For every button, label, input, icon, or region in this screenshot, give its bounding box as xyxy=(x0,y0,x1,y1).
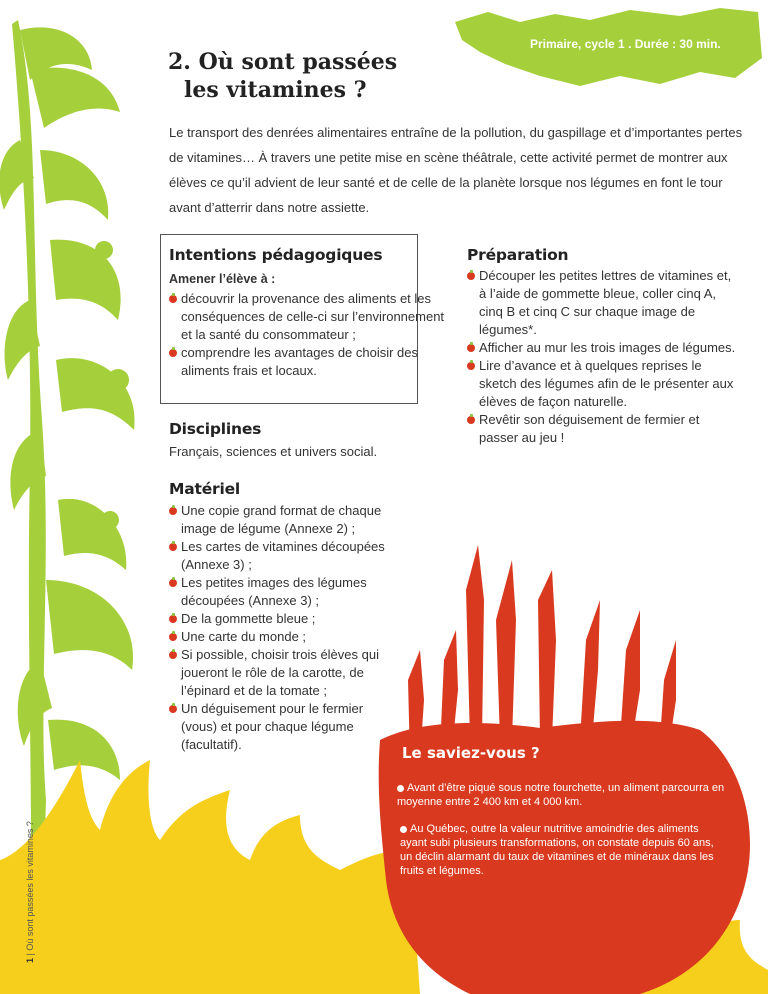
list-item: De la gommette bleue ; xyxy=(169,610,419,628)
tomato-bullet-icon xyxy=(169,615,177,623)
tomato-bullet-icon xyxy=(169,295,177,303)
tomato-bullet-icon xyxy=(169,349,177,357)
tomato-bullet-icon xyxy=(169,507,177,515)
intentions-heading: Intentions pédagogiques xyxy=(169,246,383,264)
intro-paragraph: Le transport des denrées alimentaires entraîne de la pollution, du gaspillage et d’importantes pertes de vitamines… À travers une petite mise en scène théâtrale, cette activité permet de montrer aux élèves ce qu’il advient de leur santé et de celle de la planète lorsque nos légumes en font le tour avant d’atterrir dans notre assiette. xyxy=(169,125,743,215)
page-footer: 1 | Où sont passées les vitamines ? xyxy=(25,821,35,963)
list-item: Une copie grand format de chaque image de légume (Annexe 2) ; xyxy=(169,502,419,538)
list-item: Revêtir son déguisement de fermier et passer au jeu ! xyxy=(467,411,737,447)
materiel-list xyxy=(169,502,419,754)
bullet-icon xyxy=(397,785,404,792)
list-item: comprendre les avantages de choisir des aliments frais et locaux. xyxy=(169,344,449,380)
bullet-icon xyxy=(400,826,407,833)
preparation-heading: Préparation xyxy=(467,246,569,264)
tomato-bullet-icon xyxy=(169,579,177,587)
list-item: Découper les petites lettres de vitamines et, à l’aide de gommette bleue, coller cinq A, cinq B et cinq C sur chaque image de légumes*. xyxy=(467,267,737,339)
level-duration-banner: Primaire, cycle 1 . Durée : 30 min. xyxy=(530,37,721,51)
disciplines-text: Français, sciences et univers social. xyxy=(169,444,378,459)
tomato-bullet-icon xyxy=(169,705,177,713)
red-tomato-illustration xyxy=(379,545,750,994)
running-title: Où sont passées les vitamines ? xyxy=(25,821,35,951)
page-number: 1 xyxy=(25,957,35,963)
intentions-list xyxy=(169,290,449,380)
list-item: Les cartes de vitamines découpées (Annexe 3) ; xyxy=(169,538,419,574)
did-you-know-fact: Avant d’être piqué sous notre fourchette, un aliment parcourra en moyenne entre 2 400 km et 4 000 km. xyxy=(397,782,725,808)
list-item: Lire d’avance et à quelques reprises le sketch des légumes afin de le présenter aux élèves de façon naturelle. xyxy=(467,357,737,411)
materiel-heading: Matériel xyxy=(169,480,240,498)
list-item: Les petites images des légumes découpées (Annexe 3) ; xyxy=(169,574,419,610)
did-you-know-heading: Le saviez-vous ? xyxy=(402,744,540,762)
preparation-list xyxy=(467,267,737,447)
list-item: Une carte du monde ; xyxy=(169,628,419,646)
did-you-know-fact: Au Québec, outre la valeur nutritive amoindrie des aliments ayant subi plusieurs transformations, on constate depuis 60 ans, un déclin alarmant du taux de vitamines et de minéraux dans les fruits et légumes. xyxy=(400,823,714,877)
tomato-bullet-icon xyxy=(467,362,475,370)
tomato-bullet-icon xyxy=(169,651,177,659)
list-item: Un déguisement pour le fermier (vous) et pour chaque légume (facultatif). xyxy=(169,700,386,754)
title-line-2: les vitamines ? xyxy=(184,77,367,103)
tomato-bullet-icon xyxy=(467,272,475,280)
tomato-bullet-icon xyxy=(467,344,475,352)
tomato-bullet-icon xyxy=(169,633,177,641)
list-item: Si possible, choisir trois élèves qui joueront le rôle de la carotte, de l’épinard et de la tomate ; xyxy=(169,646,396,700)
list-item: Afficher au mur les trois images de légumes. xyxy=(467,339,737,357)
disciplines-heading: Disciplines xyxy=(169,420,262,438)
intentions-subheading: Amener l’élève à : xyxy=(169,272,276,286)
title-line-1: 2. Où sont passées xyxy=(168,49,398,75)
tomato-bullet-icon xyxy=(169,543,177,551)
activity-title xyxy=(168,48,397,104)
tomato-bullet-icon xyxy=(467,416,475,424)
list-item: découvrir la provenance des aliments et les conséquences de celle-ci sur l’environnement et la santé du consommateur ; xyxy=(169,290,449,344)
